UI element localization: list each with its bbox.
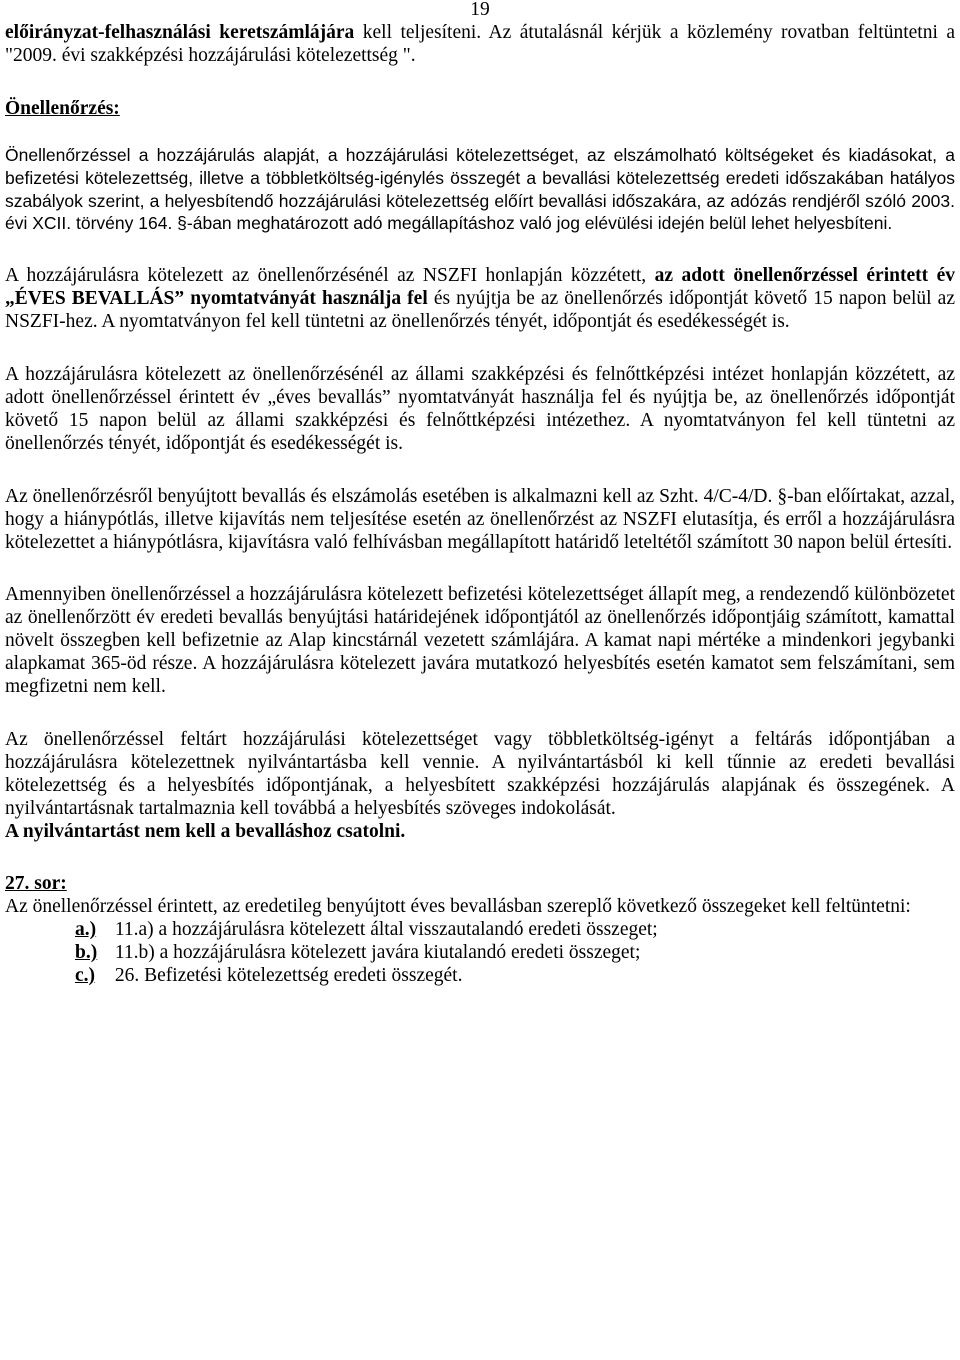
p2-bold: az adott önellenőrzéssel érintett év „ÉVES BEVALLÁS” nyomtatványát használja fel xyxy=(5,265,955,310)
self-audit-paragraph-3: A hozzájárulásra kötelezett az önellenőrzésénél az állami szakképzési és felnőttképzési intézet honlapján közzétett, az adott önellenőrzéssel érintett év „éves bevallás” nyomtatványát használja fel és nyújtja be, az önellenőrzés időpontját követő 15 napon belül az állami szakképzési és felnőttképzési intézethez. A nyomtatványon fel kell tüntetni az önellenőrzés tényét, időpontját és esedékességét is. xyxy=(5,364,955,454)
self-audit-paragraph-6: Az önellenőrzéssel feltárt hozzájárulási kötelezettséget vagy többletköltség-igényt a feltárás időpontjában a hozzájárulásra kötelezettnek nyilvántartásba kell vennie. A nyilvántartásból ki kell tűnnie az eredeti bevallási kötelezettség és a helyesbítés időpontjának, a helyesbített szakképzési hozzájárulás alapjának és összegének. A nyilvántartásnak tartalmaznia kell továbbá a helyesbítés szöveges indokolását. xyxy=(5,728,955,819)
self-audit-paragraph-2 xyxy=(5,265,955,334)
list-item xyxy=(5,965,955,988)
list-item xyxy=(5,919,955,942)
list-item xyxy=(5,942,955,965)
list-item-text: 26. Befizetési kötelezettség eredeti összegét. xyxy=(110,965,463,987)
self-audit-paragraph-1: Önellenőrzéssel a hozzájárulás alapját, a hozzájárulási kötelezettséget, az elszámolható költségeket és kiadásokat, a befizetési kötelezettség, illetve a többletköltség-igénylés összegét a bevallási kötelezettség eredeti időszakában hatályos szabályok szerint, a helyesbítendő hozzájárulási kötelezettség előírt bevallási időszakára, az adózás rendjéről szóló 2003. évi XCII. törvény 164. §-ában meghatározott adó megállapításhoz való jog elévülési idején belül lehet helyesbíteni. xyxy=(5,144,955,234)
intro-text: kell teljesíteni. Az átutalásnál kérjük a közlemény rovatban feltüntetni a "2009. évi szakképzési hozzájárulási kötelezettség ". xyxy=(5,22,956,66)
list-marker: b.) xyxy=(75,942,98,964)
self-audit-heading xyxy=(5,98,955,121)
intro-paragraph xyxy=(5,22,955,68)
row-27-heading xyxy=(5,873,955,896)
list-item-text: 11.a) a hozzájárulásra kötelezett által visszautalandó eredeti összeget; xyxy=(110,919,658,941)
row-27-text: Az önellenőrzéssel érintett, az eredetileg benyújtott éves bevallásban szereplő következő összegeket kell feltüntetni: xyxy=(5,896,911,918)
account-name: előirányzat-felhasználási keretszámlájára xyxy=(5,22,355,43)
self-audit-paragraph-5: Amennyiben önellenőrzéssel a hozzájárulásra kötelezett befizetési kötelezettséget állapít meg, a rendezendő különbözetet az önellenőrzött év eredeti bevallás benyújtási határidejének időpontjától az önellenőrzés időpontjáig számított, kamattal növelt összegben kell befizetnie az Alap kincstárnál vezetett számlájára. A kamat napi mértéke a mindenkori jegybanki alapkamat 365-öd része. A hozzájárulásra kötelezett javára mutatkozó helyesbítés esetén kamatot sem felszámítani, sem megfizetni nem kell. xyxy=(5,584,955,698)
p2-part-a: A hozzájárulásra kötelezett az önellenőrzésénél az NSZFI honlapján közzétett, xyxy=(5,265,655,287)
attachment-note: A nyilvántartást nem kell a bevalláshoz csatolni. xyxy=(5,820,406,842)
list-marker: c.) xyxy=(75,965,96,987)
row-27-list xyxy=(5,919,955,988)
self-audit-paragraph-4: Az önellenőrzésről benyújtott bevallás és elszámolás esetében is alkalmazni kell az Szht. 4/C-4/D. §-ban előírtakat, azzal, hogy a hiánypótlás, illetve kijavítás nem teljesítése esetén az önellenőrzést az NSZFI elutasítja, és erről a hozzájárulásra kötelezettet a hiánypótlásra, kijavításra való felhívásban megállapított határidő leteltétől számított 30 napon belül értesíti. xyxy=(5,485,955,553)
list-item-text: 11.b) a hozzájárulásra kötelezett javára kiutalandó eredeti összeget; xyxy=(110,942,641,964)
list-marker: a.) xyxy=(75,919,97,941)
document-body xyxy=(5,22,955,988)
page-number: 19 xyxy=(470,0,490,20)
self-audit-heading-text: Önellenőrzés: xyxy=(5,97,120,119)
p2-part-b: és nyújtja be az önellenőrzés időpontját követő 15 napon belül az NSZFI-hez. A nyomtatványon fel kell tüntetni az önellenőrzés tényét, időpontját és esedékességét is. xyxy=(5,288,955,333)
row-27-heading-text: 27. sor: xyxy=(5,873,67,895)
